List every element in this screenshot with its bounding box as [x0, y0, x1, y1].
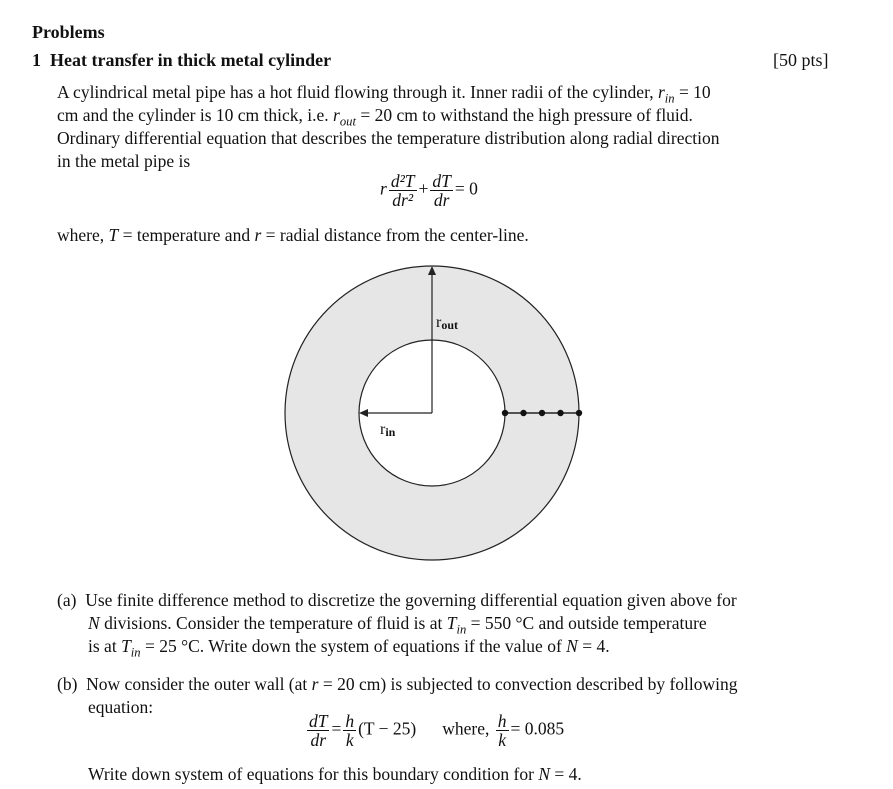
rout-label-r: r: [436, 314, 442, 331]
rout-label-sub: out: [441, 318, 458, 332]
part-b-text: = 20 cm) is subjected to convection described by following: [318, 674, 738, 694]
eq-value: = 0.085: [510, 718, 565, 739]
intro-line-3: Ordinary differential equation that describes the temperature distribution along radial direction: [57, 128, 720, 148]
ode-rhs: = 0: [454, 178, 478, 199]
part-a-text: = 25 °C. Write down the system of equations if the value of: [140, 636, 567, 656]
part-a-T-sub: in: [130, 645, 141, 660]
where-line: [57, 225, 529, 246]
part-b-text: Write down system of equations for this boundary condition for: [88, 764, 539, 784]
where-text: = temperature and: [118, 225, 255, 245]
eq-equals: =: [331, 718, 342, 739]
ode-num-2: dT: [432, 171, 451, 191]
ode-plus: +: [418, 178, 429, 199]
part-a-label: (a): [57, 590, 77, 610]
rout-subscript: out: [339, 114, 356, 129]
part-b-N: N: [538, 764, 551, 784]
ode-den-1: dr²: [389, 190, 417, 209]
problem-title: [32, 50, 331, 71]
rin-label-r: r: [380, 421, 386, 438]
problem-number: 1: [32, 50, 41, 70]
eq-num-1: dT: [309, 711, 328, 731]
part-a-text: = 4.: [577, 636, 610, 656]
intro-line-2: [57, 105, 693, 129]
part-a-N: N: [566, 636, 578, 656]
part-b-text: Now consider the outer wall (at: [86, 674, 312, 694]
ode-second-derivative: [389, 172, 417, 209]
eq-h-over-k: [343, 712, 356, 749]
eq-where: where,: [442, 718, 490, 739]
rin-label-sub: in: [385, 425, 396, 439]
intro-text: cm and the cylinder is 10 cm thick, i.e.: [57, 105, 334, 125]
ode-r: r: [380, 178, 387, 199]
section-heading: Problems: [32, 22, 105, 42]
where-text: = radial distance from the center-line.: [261, 225, 529, 245]
part-b-r: r: [311, 674, 319, 694]
intro-text: A cylindrical metal pipe has a hot fluid flowing through it. Inner radii of the cylinder,: [57, 82, 658, 102]
fd-node: [576, 410, 582, 416]
where-text: where,: [57, 225, 109, 245]
intro-text: = 20 cm to withstand the high pressure of fluid.: [355, 105, 693, 125]
part-a-line-2: [88, 613, 707, 637]
eq-paren: (T − 25): [358, 718, 417, 739]
rin-subscript: in: [664, 91, 675, 106]
part-b-line-3: [88, 764, 582, 785]
fd-node: [520, 410, 526, 416]
fd-node: [539, 410, 545, 416]
cylinder-cross-section-diagram: [280, 265, 590, 575]
problem-title-text: Heat transfer in thick metal cylinder: [50, 50, 332, 70]
ode-den-2: dr: [430, 190, 452, 209]
intro-text: = 10: [674, 82, 711, 102]
eq-h-over-k-2: [496, 712, 509, 749]
ode-num-1: d²T: [390, 171, 415, 191]
ode-first-derivative: [430, 172, 452, 209]
where-r: r: [254, 225, 262, 245]
convection-equation: [305, 712, 564, 749]
eq-num-3: h: [497, 711, 507, 731]
part-b-line-2: equation:: [88, 697, 154, 717]
part-a-T-sub: in: [456, 622, 467, 637]
part-a-line-1: [57, 590, 737, 611]
part-a-text: is at: [88, 636, 122, 656]
eq-num-2: h: [345, 711, 355, 731]
part-b-text: = 4.: [550, 764, 582, 784]
fd-node: [502, 410, 508, 416]
eq-den-2: k: [343, 730, 356, 749]
intro-line-1: [57, 82, 711, 106]
part-a-N: N: [88, 613, 100, 633]
part-a-T: T: [446, 613, 457, 633]
problem-points: [50 pts]: [773, 50, 829, 70]
where-T: T: [108, 225, 119, 245]
governing-ode: [380, 172, 478, 209]
rin-symbol: r: [657, 82, 665, 102]
part-b-line-1: [57, 674, 738, 695]
part-a-T: T: [121, 636, 131, 656]
part-b-label: (b): [57, 674, 78, 694]
part-a-line-3: [88, 636, 610, 660]
eq-den-3: k: [496, 730, 509, 749]
eq-den-1: dr: [307, 730, 329, 749]
eq-dTdr: [307, 712, 329, 749]
rout-symbol: r: [333, 105, 340, 125]
part-a-text: divisions. Consider the temperature of fluid is at: [99, 613, 447, 633]
fd-node: [557, 410, 563, 416]
intro-line-4: in the metal pipe is: [57, 151, 191, 171]
part-a-text: = 550 °C and outside temperature: [466, 613, 707, 633]
part-a-text: Use finite difference method to discretize the governing differential equation given above for: [85, 590, 737, 610]
